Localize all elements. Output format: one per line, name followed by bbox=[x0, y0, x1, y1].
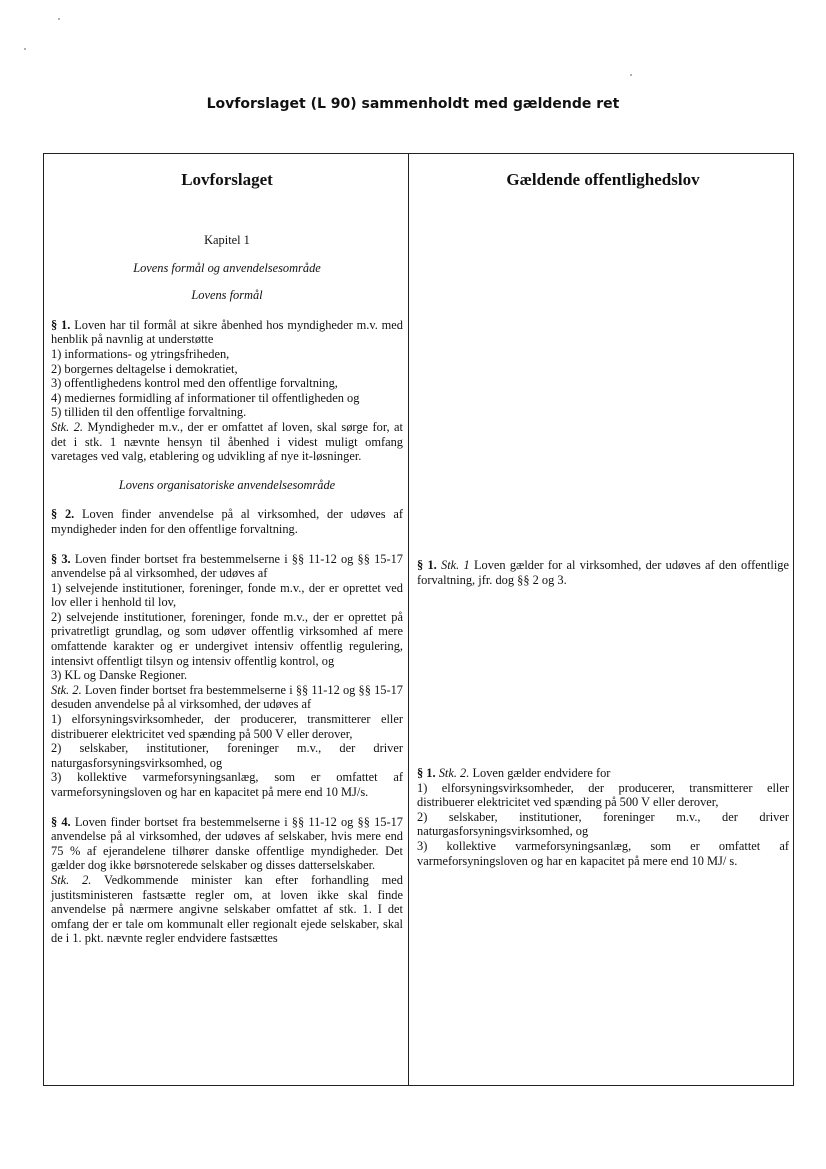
paragraph-text: Loven finder anvendelse på al virksomhed, der udøves af myndigheder inden for den offentlige forvaltning. bbox=[51, 507, 403, 536]
stk-text: Vedkommende minister kan efter forhandling med justitsministeren fastsætte regler om, at loven ikke skal finde anvendelse på nærmere angivne selskaber omfattet af stk. 1. I det omfang der er tale om kommunalt eller regionalt ejede selskaber, skal de i 1. pkt. nævnte regler endvidere fastsættes bbox=[51, 872, 403, 946]
right-column-frame bbox=[409, 153, 794, 1086]
stk-label: Stk. 1 bbox=[441, 558, 470, 572]
list-item: 2) borgernes deltagelse i demokratiet, bbox=[51, 361, 238, 376]
list-item: 1) informations- og ytringsfriheden, bbox=[51, 346, 230, 361]
current-law-paragraph-1-stk-1 bbox=[417, 558, 789, 587]
section-heading-purpose: Lovens formål bbox=[191, 288, 263, 303]
paragraph-text: Loven finder bortset fra bestemmelserne i §§ 11-12 og §§ 15-17 anvendelse på al virksomhed, der udøves af bbox=[51, 551, 403, 581]
paragraph-text: Loven gælder endvidere for bbox=[469, 766, 611, 780]
paragraph-3 bbox=[51, 552, 403, 800]
stk-label: Stk. 2. bbox=[51, 682, 82, 697]
list-item: 2) selskaber, institutioner, foreninger m.v., der driver naturgasforsyningsvirksomhed, og bbox=[417, 809, 789, 839]
paragraph-4 bbox=[51, 815, 403, 946]
section-heading-scope: Lovens organisatoriske anvendelsesområde bbox=[118, 477, 336, 492]
list-item: 3) kollektive varmeforsyningsanlæg, som er omfattet af varmeforsyningsloven og har en kapacitet på mere end 10 MJ/ s. bbox=[417, 838, 789, 868]
list-item: 2) selvejende institutioner, foreninger, fonde m.v., der er oprettet på privatretligt grundlag, og som udøver offentlig virksomhed af mere omfattende karakter og er undergivet intensiv offentlig regulering, intensivt offentligt tilsyn og intensiv offentlig kontrol, og bbox=[51, 609, 403, 668]
list-item: 2) selskaber, institutioner, foreninger m.v., der driver naturgasforsyningsvirksomhed, og bbox=[51, 741, 403, 770]
current-law-paragraph-1-stk-2 bbox=[417, 766, 789, 868]
paragraph-2 bbox=[51, 507, 403, 536]
paragraph-number: § 1. bbox=[417, 558, 437, 572]
list-item: 3) offentlighedens kontrol med den offentlige forvaltning, bbox=[51, 376, 338, 391]
paragraph-number: § 1. bbox=[417, 766, 436, 780]
paragraph-number: § 1. bbox=[51, 317, 71, 332]
scan-speck bbox=[58, 18, 60, 20]
list-item: 5) tilliden til den offentlige forvaltning. bbox=[51, 405, 247, 420]
right-column-heading: Gældende offentlighedslov bbox=[506, 170, 700, 189]
stk-text: Myndigheder m.v., der er omfattet af loven, skal sørge for, at det i stk. 1 nævnte hensyn til åbenhed i videst muligt omfang varetages ved valg, etablering og udvikling af nye it-løsninger. bbox=[51, 419, 403, 464]
scan-speck bbox=[24, 48, 26, 50]
paragraph-text: Loven gælder for al virksomhed, der udøves af den offentlige forvaltning, jfr. dog §§ 2 og 3. bbox=[417, 558, 789, 587]
paragraph-text: Loven finder bortset fra bestemmelserne i §§ 11-12 og §§ 15-17 anvendelse på al virksomhed, der udøves af selskaber, hvis mere end 75 % af ejerandelene tilhører danske offentlige myndigheder. Det gælder dog ikke børsnoterede selskaber og disses datterselskaber. bbox=[51, 814, 403, 873]
stk-text: Loven finder bortset fra bestemmelserne i §§ 11-12 og §§ 15-17 desuden anvendelse på al virksomhed, der udøves af bbox=[51, 682, 403, 712]
paragraph-1 bbox=[51, 318, 403, 464]
list-item: 4) mediernes formidling af informationer til offentligheden og bbox=[51, 390, 360, 405]
right-column bbox=[417, 153, 789, 868]
list-item: 3) KL og Danske Regioner. bbox=[51, 668, 188, 683]
list-item: 1) elforsyningsvirksomheder, der producerer, transmitterer eller distribuerer elektricitet ved spænding på 500 V eller derover, bbox=[417, 780, 789, 810]
left-column-heading: Lovforslaget bbox=[181, 170, 273, 189]
stk-label: Stk. 2. bbox=[438, 766, 470, 780]
list-item: 3) kollektive varmeforsyningsanlæg, som er omfattet af varmeforsyningsloven og har en kapacitet på mere end 10 MJ/s. bbox=[51, 770, 403, 799]
stk-label: Stk. 2. bbox=[51, 419, 84, 434]
chapter-title: Lovens formål og anvendelsesområde bbox=[133, 260, 321, 275]
paragraph-text: Loven har til formål at sikre åbenhed hos myndigheder m.v. med henblik på navnlig at understøtte bbox=[51, 317, 403, 347]
paragraph-number: § 4. bbox=[51, 814, 71, 829]
paragraph-number: § 2. bbox=[51, 507, 75, 522]
page-title: Lovforslaget (L 90) sammenholdt med gældende ret bbox=[206, 96, 620, 112]
scan-speck bbox=[630, 74, 632, 76]
stk-label: Stk. 2. bbox=[51, 872, 92, 887]
list-item: 1) selvejende institutioner, foreninger, fonde m.v., der er oprettet ved lov eller i henhold til lov, bbox=[51, 580, 403, 610]
list-item: 1) elforsyningsvirksomheder, der producerer, transmitterer eller distribuerer elektricitet ved spænding på 500 V eller derover, bbox=[51, 712, 403, 741]
left-column bbox=[51, 153, 403, 946]
paragraph-number: § 3. bbox=[51, 551, 71, 566]
chapter-number: Kapitel 1 bbox=[204, 233, 250, 247]
